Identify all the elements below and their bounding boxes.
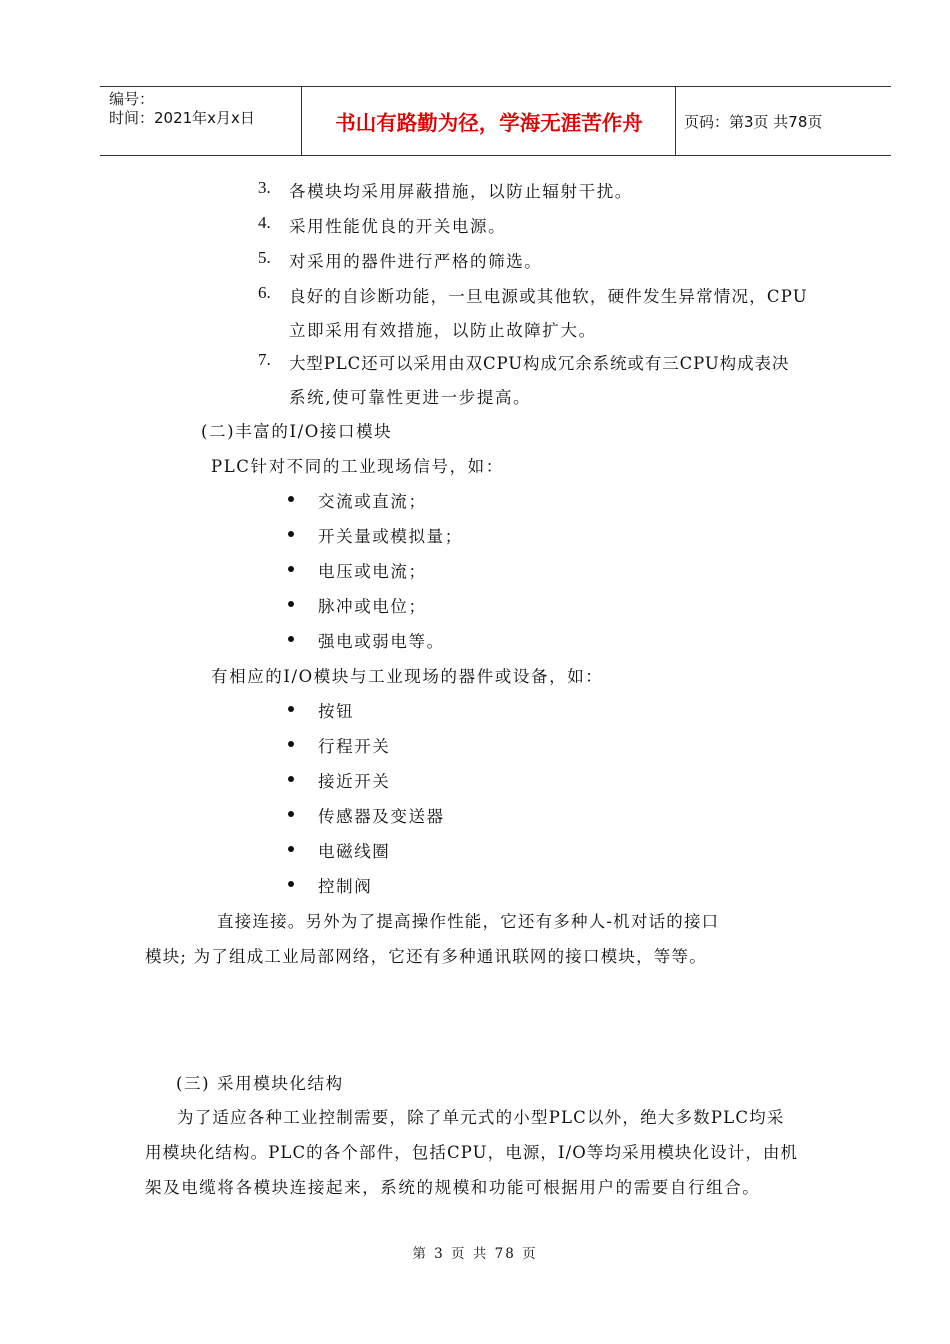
- bullet-icon: [288, 706, 294, 712]
- paragraph-line: 有相应的I/O模块与工业现场的器件或设备，如：: [211, 667, 604, 686]
- header-divider: [675, 87, 676, 155]
- paragraph-line: 直接连接。另外为了提高操作性能，它还有多种人-机对话的接口: [217, 912, 720, 931]
- paragraph-line: PLC针对不同的工业现场信号，如：: [211, 457, 504, 476]
- list-number: 3.: [258, 178, 271, 197]
- bullet-item: 交流或直流；: [318, 492, 427, 511]
- list-number: 6.: [258, 283, 271, 302]
- bullet-item: 传感器及变送器: [318, 807, 445, 826]
- list-item-text: 各模块均采用屏蔽措施，以防止辐射干扰。: [289, 182, 633, 201]
- list-item-text: 对采用的器件进行严格的筛选。: [289, 252, 543, 271]
- bullet-icon: [288, 531, 294, 537]
- list-number: 5.: [258, 248, 271, 267]
- list-number: 4.: [258, 213, 271, 232]
- page-footer: 第 3 页 共 78 页: [412, 1246, 538, 1262]
- bullet-icon: [288, 846, 294, 852]
- section-heading: (三) 采用模块化结构: [176, 1074, 344, 1093]
- bullet-item: 行程开关: [318, 737, 391, 756]
- bullet-icon: [288, 776, 294, 782]
- paragraph-line: 用模块化结构。PLC的各个部件，包括CPU，电源，I/O等均采用模块化设计，由机: [145, 1143, 799, 1162]
- list-item-text: 大型PLC还可以采用由双CPU构成冗余系统或有三CPU构成表决: [289, 354, 790, 373]
- bullet-icon: [288, 601, 294, 607]
- bullet-item: 脉冲或电位；: [318, 597, 427, 616]
- list-item-text: 良好的自诊断功能，一旦电源或其他软，硬件发生异常情况，CPU: [289, 287, 808, 306]
- bullet-item: 强电或弱电等。: [318, 632, 445, 651]
- bullet-item: 电磁线圈: [318, 842, 391, 861]
- section-heading: (二)丰富的I/O接口模块: [201, 422, 393, 441]
- list-item-text: 系统,使可靠性更进一步提高。: [289, 388, 532, 407]
- bullet-item: 开关量或模拟量；: [318, 527, 463, 546]
- bullet-item: 电压或电流；: [318, 562, 427, 581]
- header-motto: 书山有路勤为径，学海无涯苦作舟: [335, 111, 643, 135]
- time-label: 时间：2021年x月x日: [109, 109, 255, 127]
- bullet-icon: [288, 496, 294, 502]
- bullet-icon: [288, 881, 294, 887]
- list-item-text: 立即采用有效措施，以防止故障扩大。: [289, 321, 597, 340]
- header-page-code: 页码：第3页 共78页: [684, 112, 823, 131]
- paragraph-line: 为了适应各种工业控制需要，除了单元式的小型PLC以外，绝大多数PLC均采: [177, 1108, 785, 1127]
- list-number: 7.: [258, 350, 271, 369]
- number-label: 编号：: [109, 90, 155, 108]
- list-item-text: 采用性能优良的开关电源。: [289, 217, 507, 236]
- bullet-item: 按钮: [318, 702, 355, 721]
- bullet-item: 接近开关: [318, 772, 391, 791]
- bullet-icon: [288, 566, 294, 572]
- paragraph-line: 架及电缆将各模块连接起来，系统的规模和功能可根据用户的需要自行组合。: [145, 1178, 761, 1197]
- bullet-item: 控制阀: [318, 877, 373, 896]
- document-header: [100, 86, 891, 156]
- bullet-icon: [288, 636, 294, 642]
- paragraph-line: 模块; 为了组成工业局部网络，它还有多种通讯联网的接口模块，等等。: [145, 947, 707, 966]
- header-meta: [109, 90, 255, 128]
- bullet-icon: [288, 741, 294, 747]
- bullet-icon: [288, 811, 294, 817]
